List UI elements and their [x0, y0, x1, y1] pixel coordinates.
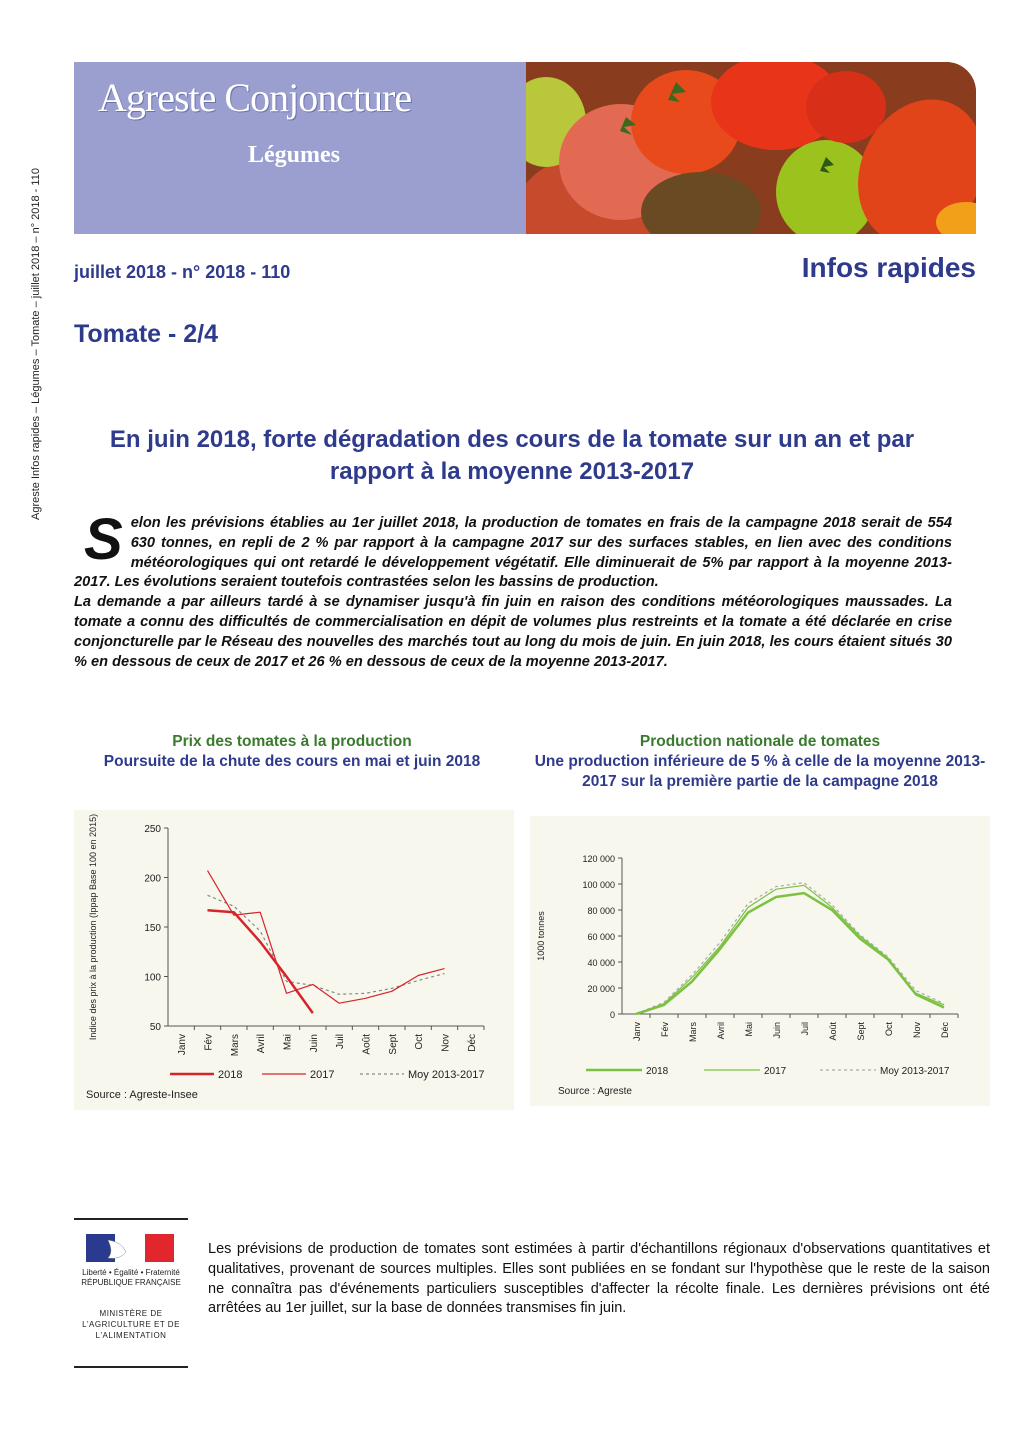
- chart1-x-tick-label: Janv: [632, 1022, 642, 1042]
- chart0-x-tick-label: Mars: [229, 1034, 241, 1057]
- chart0-series-line-0: [208, 910, 313, 1013]
- chart0-x-tick-label: Oct: [414, 1034, 426, 1050]
- issue-number: juillet 2018 - n° 2018 - 110: [74, 262, 291, 282]
- production-chart-heading: [530, 732, 990, 792]
- chart0-legend-label: 2018: [218, 1069, 243, 1081]
- chart1-x-tick-label: Déc: [940, 1022, 950, 1039]
- chart0-x-tick-label: Sept: [387, 1034, 399, 1055]
- chart1-x-tick-label: Juil: [800, 1022, 810, 1036]
- headline: En juin 2018, forte dégradation des cours de la tomate sur un an et par rapport à la moyenne 2013-2017: [109, 426, 915, 485]
- chart1-x-tick-label: Mars: [688, 1022, 698, 1042]
- chart0-y-tick-label: 50: [149, 1022, 161, 1033]
- rubrique-label: Légumes: [248, 142, 340, 168]
- series-title: Infos rapides: [801, 252, 976, 283]
- banner-title-panel: [74, 62, 526, 234]
- production-chart-svg: [530, 816, 990, 1106]
- chart1-source-label: Source : Agreste: [558, 1086, 632, 1097]
- chart1-x-tick-label: Nov: [912, 1022, 922, 1039]
- chart0-y-axis-label: Indice des prix à la production (Ippap Base 100 en 2015): [88, 813, 98, 1041]
- chart1-x-tick-label: Fév: [660, 1022, 670, 1038]
- chart1-y-axis-label: 1000 tonnes: [536, 911, 546, 961]
- price-chart-title: Prix des tomates à la production: [172, 733, 412, 750]
- chart1-y-tick-label: 20 000: [587, 984, 615, 994]
- ministry-label: MINISTÈRE DE L'AGRICULTURE ET DE L'ALIMENTATION: [82, 1309, 180, 1340]
- lead-paragraph: [74, 507, 952, 672]
- chart1-legend-label: 2018: [646, 1066, 669, 1077]
- chart0-x-tick-label: Avril: [256, 1034, 268, 1054]
- chart0-series-line-2: [208, 895, 445, 994]
- lead-paragraph-1: elon les prévisions établies au 1er juillet 2018, la production de tomates en frais de la campagne 2018 serait de 554 630 tonnes, en repli de 2 % par rapport à la campagne 2017 sur des surfaces stables, en lien avec des conditions météorologiques qui ont retardé le développement végétatif. Elle diminuerait de 5% par rapport à la moyenne 2013-2017. Les évolutions seraient toutefois contrastées selon les bassins de production.: [74, 515, 952, 591]
- chart0-x-tick-label: Nov: [440, 1034, 452, 1052]
- chart1-y-tick-label: 60 000: [587, 932, 615, 942]
- ministry-logo: [74, 1218, 188, 1368]
- chart0-legend-label: 2017: [310, 1069, 335, 1081]
- product-title: Tomate - 2/4: [74, 320, 219, 348]
- chart1-series-line-0: [636, 893, 944, 1014]
- methodology-note: Les prévisions de production de tomates sont estimées à partir d'échantillons régionaux d'observations quantitatives et qualitatives, provenant de sources multiples. Elles sont publiées en se fondant sur l'hypothèse que le reste de la saison ne connaîtra pas d'événements particuliers susceptibles d'affecter la récolte finale. Les dernières prévisions ont été arrêtées au 1er juillet, sur la base de données transmises fin juin.: [208, 1241, 990, 1317]
- production-chart-title: Production nationale de tomates: [639, 733, 881, 750]
- chart1-y-tick-label: 80 000: [587, 906, 615, 916]
- chart1-x-tick-label: Avril: [716, 1022, 726, 1040]
- banner: [74, 62, 976, 234]
- chart0-legend-label: Moy 2013-2017: [408, 1069, 485, 1081]
- chart1-y-tick-label: 100 000: [582, 880, 615, 890]
- chart1-x-tick-label: Mai: [744, 1022, 754, 1037]
- price-chart-svg: [74, 810, 514, 1110]
- production-chart: [530, 816, 990, 1106]
- price-chart: [74, 810, 514, 1110]
- lead-paragraph-2: La demande a par ailleurs tardé à se dynamiser jusqu'à fin juin en raison des conditions météorologiques maussades. La tomate a connu des difficultés de commercialisation en dépit de volumes plus restreints et la tomate a été déclarée en crise conjoncturelle par le Réseau des nouvelles des marchés tout au long du mois de juin. En juin 2018, les cours étaient situés 30 % en dessous de ceux de 2017 et 26 % en dessous de ceux de la moyenne 2013-2017.: [74, 594, 952, 670]
- marianne-logo-icon: [86, 1234, 174, 1262]
- chart1-series-line-1: [636, 885, 944, 1014]
- chart0-x-tick-label: Janv: [177, 1034, 189, 1056]
- price-chart-heading: [74, 732, 510, 772]
- brand-logo: Agreste Conjoncture: [98, 75, 412, 120]
- chart1-x-tick-label: Juin: [772, 1022, 782, 1039]
- chart0-x-tick-label: Fév: [203, 1034, 215, 1051]
- chart1-y-tick-label: 0: [609, 1010, 615, 1020]
- chart1-y-tick-label: 40 000: [587, 958, 615, 968]
- chart0-y-tick-label: 200: [144, 873, 161, 885]
- chart0-y-tick-label: 100: [144, 972, 161, 984]
- chart0-y-tick-label: 250: [144, 824, 161, 835]
- chart0-source-label: Source : Agreste-Insee: [86, 1089, 198, 1101]
- chart0-x-tick-label: Juin: [308, 1034, 320, 1053]
- dropcap: S: [84, 507, 123, 572]
- production-chart-subtitle: Une production inférieure de 5 % à celle de la moyenne 2013-2017 sur la première partie de la campagne 2018: [534, 753, 986, 790]
- chart1-x-tick-label: Oct: [884, 1022, 894, 1037]
- chart1-x-tick-label: Août: [828, 1022, 838, 1041]
- chart1-legend-label: Moy 2013-2017: [880, 1066, 950, 1077]
- chart0-x-tick-label: Juil: [335, 1034, 347, 1050]
- chart0-x-tick-label: Déc: [466, 1034, 478, 1052]
- price-chart-subtitle: Poursuite de la chute des cours en mai et juin 2018: [103, 753, 481, 770]
- chart1-x-tick-label: Sept: [856, 1022, 866, 1041]
- chart0-x-tick-label: Mai: [282, 1034, 294, 1051]
- tomatoes-photo: [526, 62, 976, 234]
- chart0-y-tick-label: 150: [144, 923, 161, 934]
- chart1-y-tick-label: 120 000: [582, 854, 615, 864]
- side-reference: Agreste Infos rapides – Légumes – Tomate – juillet 2018 – n° 2018 - 110: [30, 168, 42, 520]
- chart0-x-tick-label: Août: [361, 1034, 373, 1055]
- chart1-series-line-2: [636, 883, 944, 1014]
- republic-label: Liberté • Égalité • Fraternité RÉPUBLIQUE FRANÇAISE: [81, 1268, 181, 1287]
- chart1-legend-label: 2017: [764, 1066, 787, 1077]
